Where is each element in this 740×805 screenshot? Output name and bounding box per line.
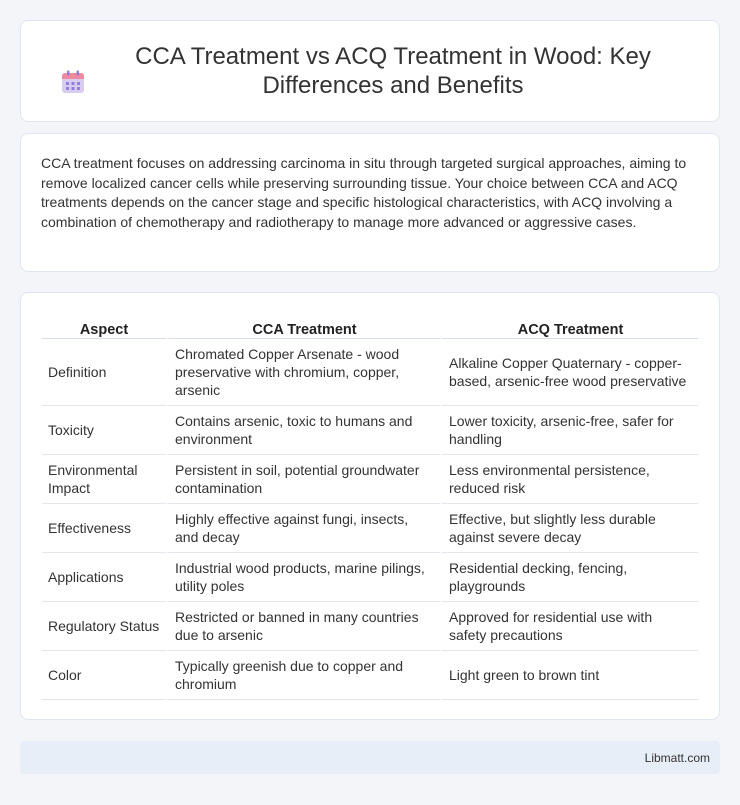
cell-cca: Typically greenish due to copper and chromium bbox=[166, 651, 440, 700]
table-row bbox=[42, 651, 698, 700]
cell-acq: Less environmental persistence, reduced risk bbox=[440, 455, 698, 504]
cell-acq: Light green to brown tint bbox=[440, 651, 698, 700]
table-row bbox=[42, 504, 698, 553]
table-header-row bbox=[42, 313, 698, 339]
cell-cca: Contains arsenic, toxic to humans and environment bbox=[166, 406, 440, 455]
header-acq: ACQ Treatment bbox=[440, 313, 698, 339]
cell-acq: Alkaline Copper Quaternary - copper-based, arsenic-free wood preservative bbox=[440, 339, 698, 406]
cell-aspect: Applications bbox=[42, 553, 166, 602]
cell-acq: Approved for residential use with safety precautions bbox=[440, 602, 698, 651]
cell-cca: Industrial wood products, marine pilings, utility poles bbox=[166, 553, 440, 602]
cell-cca: Persistent in soil, potential groundwater contamination bbox=[166, 455, 440, 504]
page-title: CCA Treatment vs ACQ Treatment in Wood: Key Differences and Benefits bbox=[135, 43, 651, 99]
cell-acq: Lower toxicity, arsenic-free, safer for handling bbox=[440, 406, 698, 455]
cell-cca: Restricted or banned in many countries due to arsenic bbox=[166, 602, 440, 651]
cell-aspect: Definition bbox=[42, 339, 166, 406]
title-card bbox=[20, 20, 720, 122]
cell-cca: Highly effective against fungi, insects, and decay bbox=[166, 504, 440, 553]
cell-aspect: Environmental Impact bbox=[42, 455, 166, 504]
cell-cca: Chromated Copper Arsenate - wood preservative with chromium, copper, arsenic bbox=[166, 339, 440, 406]
comparison-card bbox=[20, 292, 720, 720]
footer-bar bbox=[20, 741, 720, 774]
header-aspect: Aspect bbox=[42, 313, 166, 339]
comparison-table bbox=[42, 313, 698, 700]
header-cca: CCA Treatment bbox=[166, 313, 440, 339]
table-row bbox=[42, 455, 698, 504]
table-row bbox=[42, 339, 698, 406]
cell-acq: Residential decking, fencing, playgrounds bbox=[440, 553, 698, 602]
table-row bbox=[42, 406, 698, 455]
table-row bbox=[42, 602, 698, 651]
intro-paragraph: CCA treatment focuses on addressing carcinoma in situ through targeted surgical approaches, aiming to remove localized cancer cells while preserving surrounding tissue. Your choice between CCA and ACQ treatments depends on the cancer stage and specific histological characteristics, with ACQ involving a combination of chemotherapy and radiotherapy to manage more advanced or aggressive cases. bbox=[41, 155, 687, 230]
intro-card bbox=[20, 133, 720, 272]
cell-aspect: Regulatory Status bbox=[42, 602, 166, 651]
footer-brand-link[interactable]: Libmatt.com bbox=[644, 750, 710, 765]
table-row bbox=[42, 553, 698, 602]
cell-aspect: Toxicity bbox=[42, 406, 166, 455]
cell-aspect: Color bbox=[42, 651, 166, 700]
title-row bbox=[60, 42, 680, 100]
cell-aspect: Effectiveness bbox=[42, 504, 166, 553]
calendar-icon bbox=[60, 69, 86, 95]
cell-acq: Effective, but slightly less durable against severe decay bbox=[440, 504, 698, 553]
